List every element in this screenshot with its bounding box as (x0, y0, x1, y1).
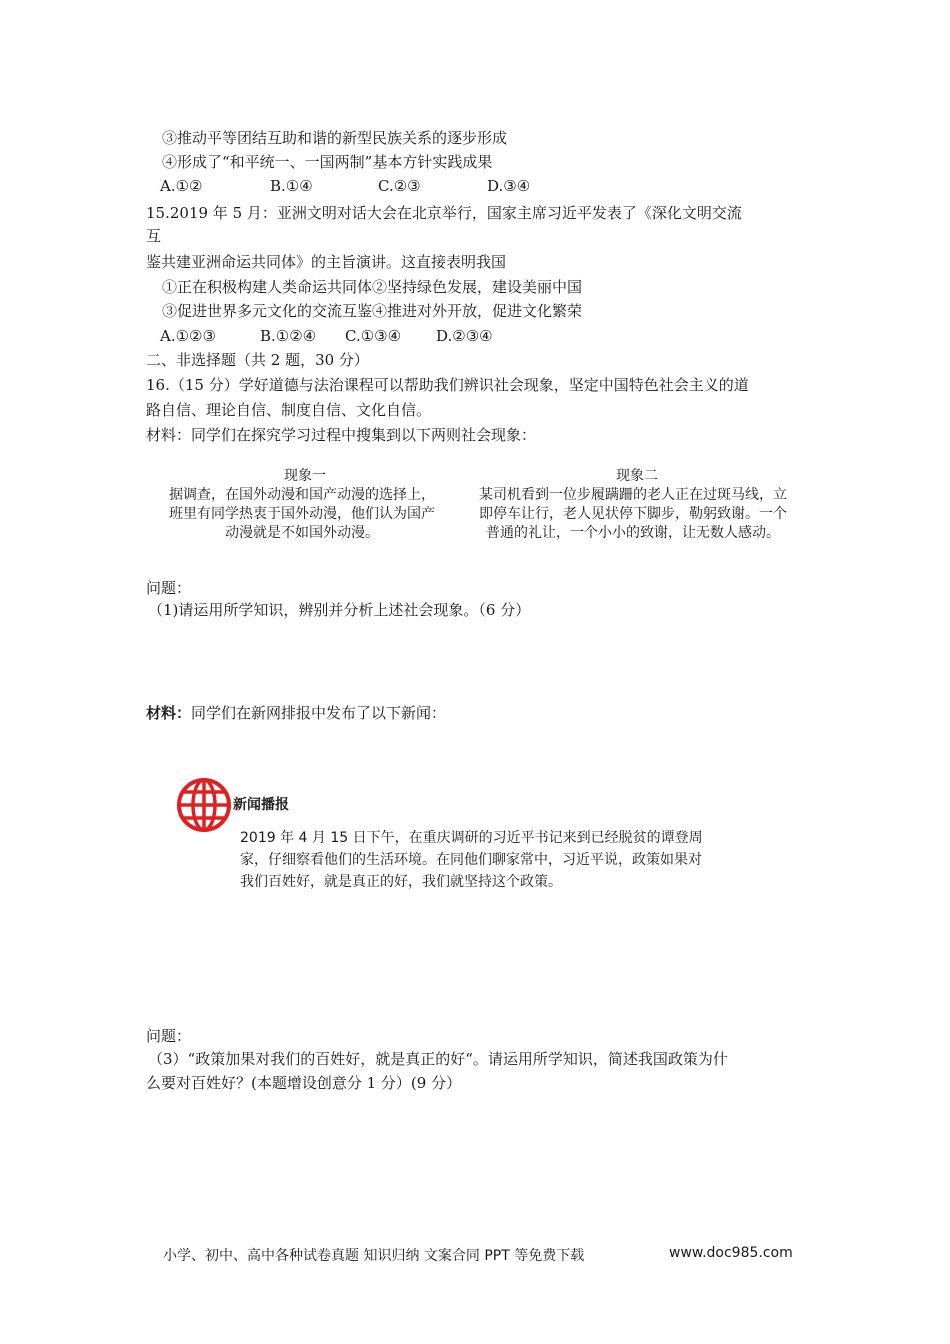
sub-question-1: （1)请运用所学知识，辨别并分析上述社会现象。（6 分） (148, 601, 531, 619)
q14-item-3: ③推动平等团结互助和谐的新型民族关系的逐步形成 (162, 129, 508, 147)
q14-option-d: D.③④ (487, 177, 531, 195)
question-label-2: 问题： (146, 1027, 192, 1045)
q14-option-c: C.②③ (378, 177, 421, 195)
sub-question-3-line2: 么要对百姓好？(本题增设创意分 1 分）(9 分） (146, 1074, 462, 1092)
sub-question-3-line1: （3）“政策加果对我们的百姓好，就是真正的好“。请运用所学知识，简述我国政策为什 (148, 1050, 728, 1068)
q15-items-1-2: ①正在积极构建人类命运共同体②坚持绿色发展，建设美丽中国 (162, 278, 583, 296)
news-text: 2019 年 4 月 15 日下午，在重庆调研的习近平书记来到已经脱贫的谭登周家，仔细察看他们的生活环境。在同他们聊家常中，习近平说，政策如果对我们百姓好，就是真正的好，我们就坚持这个政策。 (240, 830, 703, 890)
q15-option-b: B.①②④ (260, 327, 317, 345)
phenomenon-2-title: 现象二 (616, 468, 658, 484)
material-2-label: 材料： (146, 704, 192, 722)
q14-option-a: A.①② (160, 177, 203, 195)
q15-stem-line2: 互 (146, 227, 162, 245)
q15-items-3-4: ③促进世界多元文化的交流互鉴④推进对外开放，促进文化繁荣 (162, 302, 583, 320)
phenomenon-2-text: 某司机看到一位步履蹒跚的老人正在过斑马线，立即停车让行，老人见状停下脚步，勒躬致谢。一个普通的礼让，一个小小的致谢，让无数人感动。 (479, 487, 787, 541)
footer-text: 小学、初中、高中各种试卷真题 知识归纳 文案合同 PPT 等免费下载 (163, 1248, 585, 1264)
material-1-intro: 材料：同学们在探究学习过程中搜集到以下两则社会现象： (146, 426, 537, 444)
q16-stem-line2: 路自信、理论自信、制度自信、文化自信。 (146, 401, 432, 419)
phenomenon-1-text: 据调查，在国外动漫和国产动漫的选择上，班里有同学热衷于国外动漫，他们认为国产动漫就是不如国外动漫。 (169, 487, 435, 541)
q14-item-4: ④形成了“和平统一、一国两制”基本方针实践成果 (162, 153, 493, 171)
footer-url[interactable]: www.doc985.com (669, 1245, 793, 1261)
q16-stem-line1: 16.（15 分）学好道德与法治课程可以帮助我们辨识社会现象，坚定中国特色社会主义的道 (146, 376, 749, 394)
q14-option-b: B.①④ (270, 177, 313, 195)
q15-option-d: D.②③④ (436, 327, 493, 345)
section-2-heading: 二、非选择题（共 2 题，30 分） (146, 351, 369, 369)
phenomenon-1-title: 现象一 (284, 468, 326, 484)
question-label-1: 问题： (146, 579, 192, 597)
globe-icon (177, 778, 231, 832)
material-2-text: 同学们在新网排报中发布了以下新闻： (191, 704, 447, 722)
q15-option-c: C.①③④ (345, 327, 402, 345)
material-2-intro (146, 703, 446, 723)
news-title: 新闻播报 (233, 797, 289, 813)
q15-stem-line1: 15.2019 年 5 月：亚洲文明对话大会在北京举行，国家主席习近平发表了《深化文明交流 (146, 204, 742, 222)
q15-option-a: A.①②③ (160, 327, 216, 345)
q15-stem-line3: 鉴共建亚洲命运共同体》的主旨演讲。这直接表明我国 (146, 253, 507, 271)
